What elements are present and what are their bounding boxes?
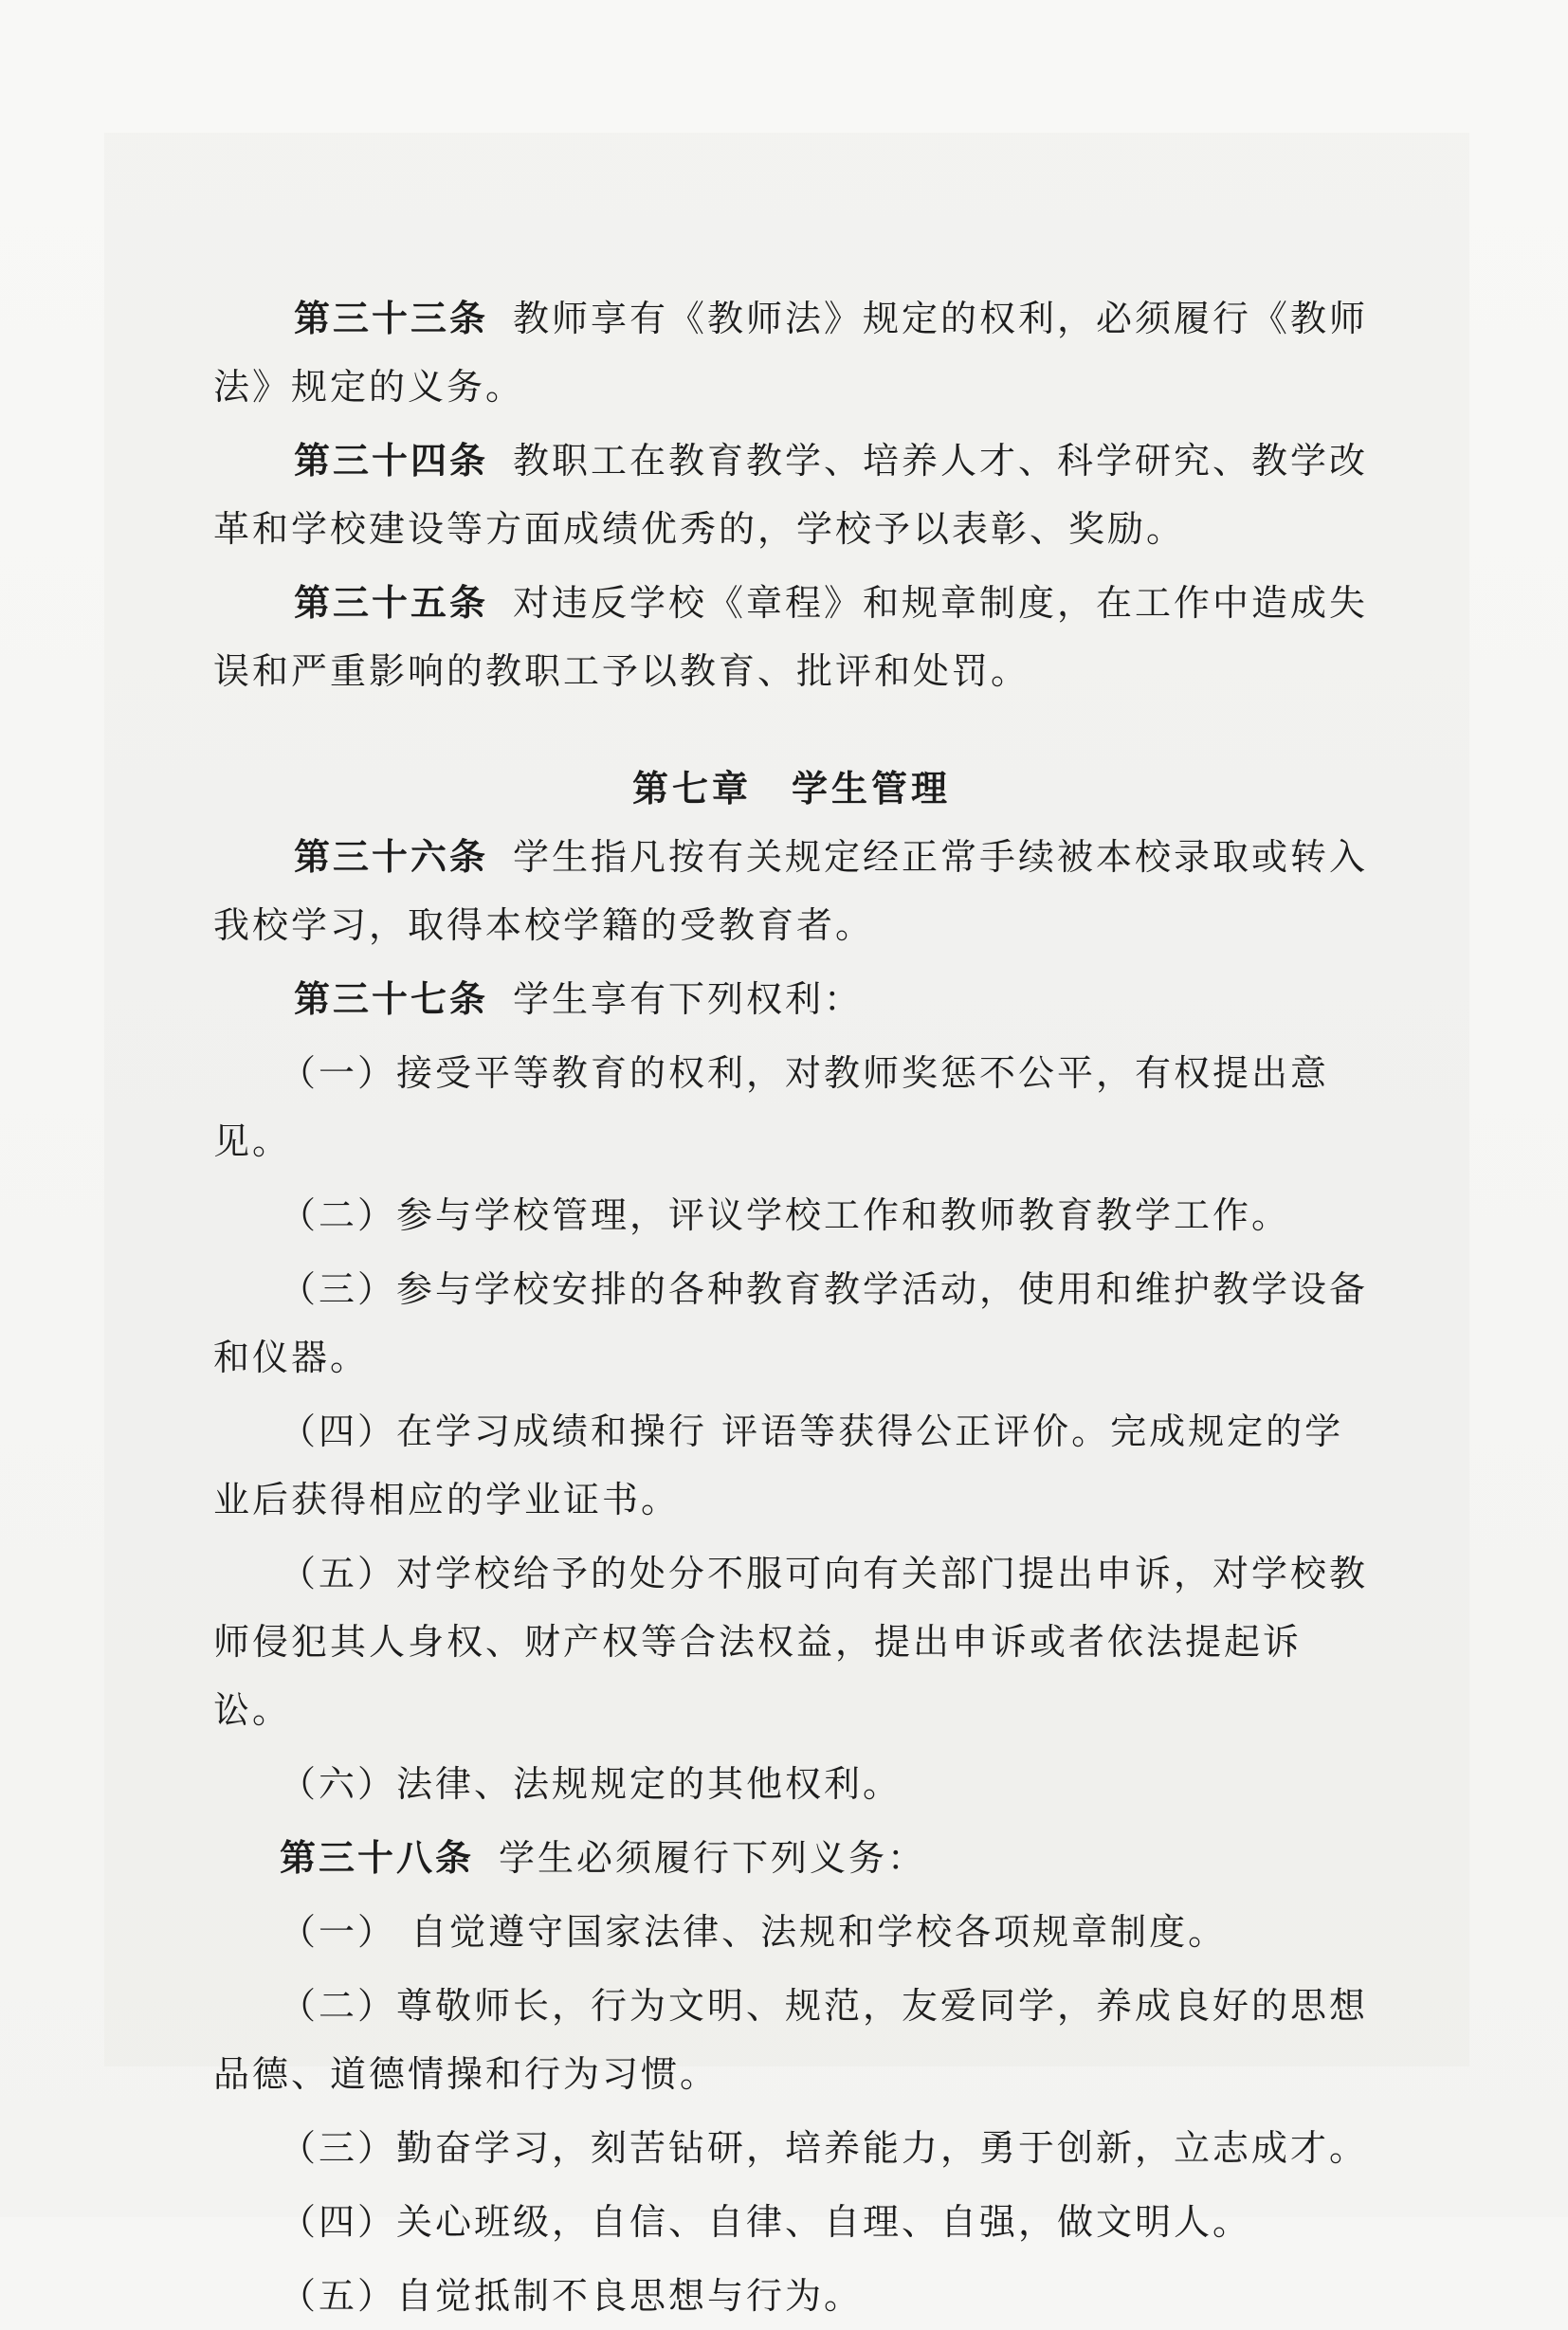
- list-item: （四）在学习成绩和操行 评语等获得公正评价。完成规定的学业后获得相应的学业证书。: [213, 1411, 1344, 1520]
- article-heading: 第三十八条: [280, 1836, 475, 1879]
- article-heading: 第三十五条: [294, 581, 489, 624]
- list-item: （二）参与学校管理，评议学校工作和教师教育教学工作。: [280, 1194, 1291, 1236]
- list-item: （六）法律、法规规定的其他权利。: [280, 1763, 903, 1805]
- chapter-title: 第七章 学生管理: [631, 767, 951, 810]
- article-text: 教职工在教育教学、培养人才、科学研究、教学改革和学校建设等方面成绩优秀的，学校予以表彰、奖励。: [213, 440, 1369, 550]
- article-37: [213, 965, 1370, 1033]
- article-text: 学生享有下列权利：: [513, 978, 864, 1020]
- article-33: [213, 284, 1370, 421]
- list-item: （三）勤奋学习，刻苦钻研，培养能力，勇于创新，立志成才。: [280, 2127, 1369, 2169]
- article-heading: 第三十三条: [294, 297, 489, 339]
- article-text: 教师享有《教师法》规定的权利，必须履行《教师法》规定的义务。: [213, 298, 1369, 408]
- article-text: 学生必须履行下列义务：: [499, 1837, 927, 1879]
- list-item: （一） 自觉遵守国家法律、法规和学校各项规章制度。: [280, 1911, 1228, 1953]
- article-35: [213, 569, 1370, 705]
- article-heading: 第三十六条: [294, 835, 489, 878]
- list-item: （一）接受平等教育的权利，对教师奖惩不公平，有权提出意见。: [213, 1052, 1330, 1162]
- article-34: [213, 427, 1370, 563]
- list-item: （三）参与学校安排的各种教育教学活动，使用和维护教学设备和仪器。: [213, 1268, 1369, 1378]
- article-36: [213, 823, 1370, 959]
- article-text: 对违反学校《章程》和规章制度，在工作中造成失误和严重影响的教职工予以教育、批评和处罚。: [213, 582, 1369, 692]
- article-heading: 第三十四条: [294, 439, 489, 482]
- article-38: [213, 1824, 1370, 1892]
- article-text: 学生指凡按有关规定经正常手续被本校录取或转入我校学习，取得本校学籍的受教育者。: [213, 836, 1369, 946]
- list-item: （二）尊敬师长，行为文明、规范，友爱同学，养成良好的思想品德、道德情操和行为习惯。: [213, 1985, 1369, 2095]
- list-item: （五）自觉抵制不良思想与行为。: [280, 2275, 864, 2317]
- list-item: （五）对学校给予的处分不服可向有关部门提出申诉，对学校教师侵犯其人身权、财产权等合法权益，提出申诉或者依法提起诉讼。: [213, 1553, 1369, 1731]
- article-heading: 第三十七条: [294, 977, 489, 1020]
- list-item: （四）关心班级，自信、自律、自理、自强，做文明人。: [280, 2201, 1252, 2243]
- document-body: [213, 284, 1370, 2330]
